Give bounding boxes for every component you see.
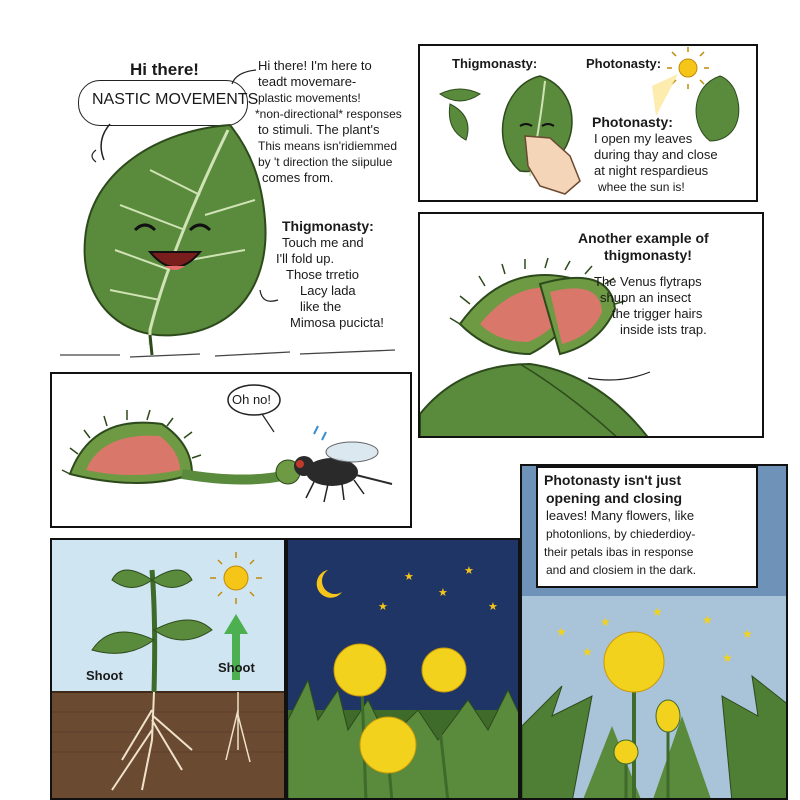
- thig-line: I'll fold up.: [276, 251, 335, 266]
- narration-line: *non-directional* responses: [255, 107, 402, 121]
- thig-line: Mimosa pucicta!: [290, 315, 384, 330]
- note-line: and and closiem in the dark.: [546, 563, 697, 577]
- svg-text:★: ★: [488, 601, 498, 613]
- shoot-label-right: Shoot: [218, 660, 255, 675]
- narration-line: to stimuli. The plant's: [258, 122, 380, 137]
- label-thigmonasty: Thigmonasty:: [452, 56, 538, 71]
- panel-flytrap-example: [418, 212, 764, 438]
- thig-line: Those trretio: [286, 267, 359, 282]
- photonasty-note-box: [536, 466, 758, 588]
- thig-line: Lacy lada: [300, 283, 356, 298]
- panel-shoot-growth: [50, 538, 286, 800]
- narration-line: This means isn'ridiemmed: [258, 139, 398, 153]
- svg-text:★: ★: [464, 565, 474, 577]
- night-art: [288, 540, 520, 800]
- note-line: their petals ibas in response: [544, 545, 694, 559]
- title-text: NASTIC MOVEMENTS: [92, 91, 259, 108]
- photo-line: during thay and close: [594, 147, 718, 162]
- svg-text:★: ★: [438, 587, 448, 599]
- photo-heading: Photonasty:: [592, 114, 673, 130]
- greeting-text: Hi there!: [130, 60, 199, 79]
- thig-line: Touch me and: [282, 235, 364, 250]
- flytrap-line: The Venus flytraps: [594, 274, 702, 289]
- narration-line: teadt movemare-: [258, 74, 357, 89]
- svg-text:★: ★: [722, 651, 733, 665]
- panel-fly-trap: [50, 372, 412, 528]
- flytrap-line: the trigger hairs: [612, 306, 703, 321]
- svg-text:★: ★: [582, 645, 593, 659]
- panel-dandelion-night: [286, 538, 520, 800]
- narration-line: Hi there! I'm here to: [258, 58, 372, 73]
- panel-thigmonasty-photonasty: [418, 44, 758, 202]
- photo-line: whee the sun is!: [598, 180, 685, 194]
- flytrap-line: shupn an insect: [600, 290, 692, 305]
- narration-line: comes from.: [262, 170, 334, 185]
- svg-text:★: ★: [556, 625, 567, 639]
- note-line: opening and closing: [546, 490, 683, 506]
- flytrap-line: inside ists trap.: [620, 322, 707, 337]
- fly-speech: Oh no!: [232, 392, 272, 407]
- narration-line: plastic movements!: [258, 91, 361, 105]
- note-line: Photonasty isn't just: [544, 472, 682, 488]
- svg-text:★: ★: [404, 571, 414, 583]
- flytrap-heading-line: Another example of: [578, 230, 709, 246]
- narration-line: by 't direction the siipulue: [258, 155, 393, 169]
- note-line: leaves! Many flowers, like: [546, 508, 695, 523]
- label-photonasty: Photonasty:: [586, 56, 662, 71]
- svg-text:★: ★: [600, 615, 611, 629]
- thig-heading: Thigmonasty:: [282, 218, 374, 234]
- svg-text:★: ★: [378, 601, 388, 613]
- thig-line: like the: [300, 299, 342, 314]
- shoot-label-left: Shoot: [86, 668, 123, 683]
- flytrap-heading-line: thigmonasty!: [604, 247, 692, 263]
- photo-line: I open my leaves: [594, 131, 693, 146]
- svg-text:★: ★: [702, 613, 713, 627]
- svg-text:★: ★: [742, 627, 753, 641]
- flytrap-art: [420, 214, 764, 438]
- photo-line: at night respardieus: [594, 163, 709, 178]
- note-line: photonlions, by chiederdioy-: [546, 527, 696, 541]
- svg-text:★: ★: [652, 605, 663, 619]
